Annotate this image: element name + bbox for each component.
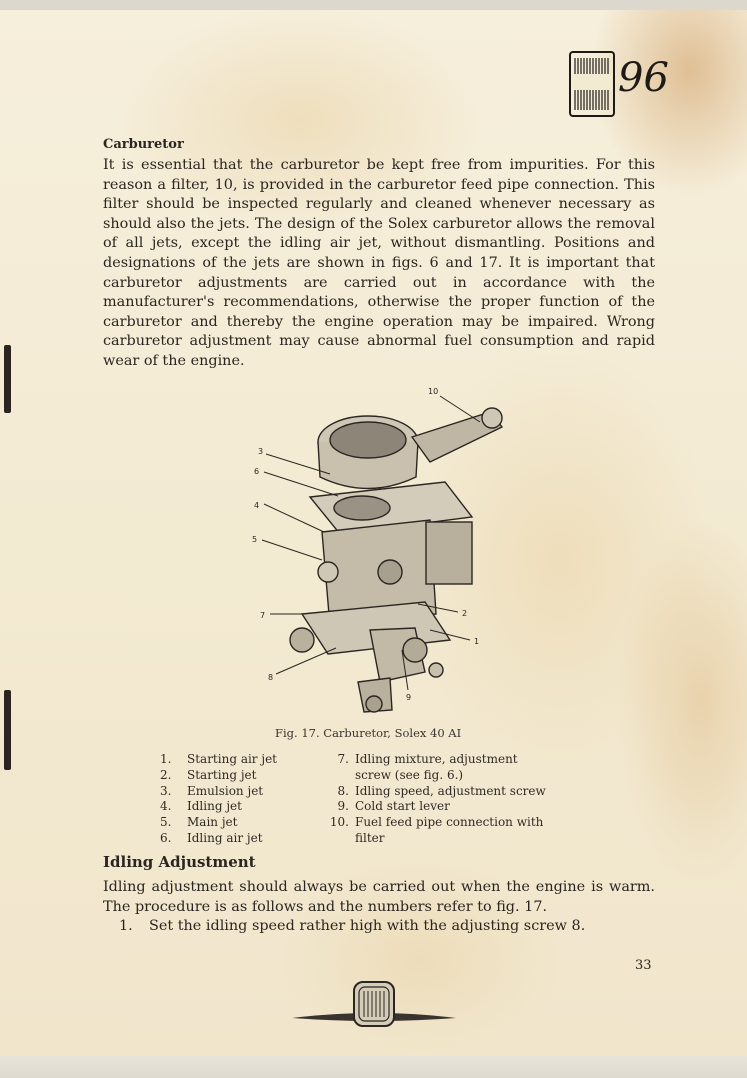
callout-label: 7	[260, 611, 266, 620]
saab-emblem-icon	[288, 978, 460, 1030]
section-paragraph: It is essential that the carburetor be kept free from impurities. For this reason a filter, 10, is provided in the carburetor feed pipe connection. This filter should be inspected regularly and cleaned whenever necessary as should also the jets. The design of the Solex carburetor allows the removal of all jets, except the idling air jet, without dismantling. Positions and designations of the jets are shown in figs. 6 and 17. It is important that carburetor adjustments are carried out in accordance with the manufacturer's recommendations, otherwise the proper function of the carburetor and thereby the engine operation may be impaired. Wrong carburetor adjustment may cause abnormal fuel consumption and rapid wear of the engine.	[103, 157, 655, 369]
callout-label: 9	[406, 693, 412, 702]
binding-mark	[4, 690, 11, 770]
legend-left	[160, 752, 277, 847]
idling-heading: Idling Adjustment	[103, 853, 256, 871]
legend-item: 4. Idling jet	[160, 799, 242, 814]
callout-label: 2	[462, 609, 468, 618]
legend-right	[316, 752, 546, 847]
legend-item: 9. Cold start lever	[337, 799, 450, 814]
page-number: 33	[635, 958, 652, 973]
legend-item: 6. Idling air jet	[160, 830, 263, 845]
callout-label: 4	[254, 501, 260, 510]
callout-label: 6	[254, 467, 260, 476]
figure-caption: Fig. 17. Carburetor, Solex 40 AI	[275, 726, 462, 740]
callout-label: 5	[252, 535, 258, 544]
section-heading: Carburetor	[103, 137, 184, 152]
legend-item: 5. Main jet	[160, 815, 238, 830]
carburetor-illustration	[240, 382, 520, 717]
legend-item: 2. Starting jet	[160, 767, 257, 782]
binding-mark	[4, 345, 11, 413]
procedure-step: 1. Set the idling speed rather high with the adjusting screw 8.	[119, 918, 586, 934]
callout-label: 3	[258, 447, 264, 456]
idling-paragraph: Idling adjustment should always be carried out when the engine is warm. The procedure is as follows and the numbers refer to fig. 17.	[103, 879, 655, 915]
legend-item: 10. Fuel feed pipe connection with	[329, 815, 544, 830]
callout-label: 1	[474, 637, 480, 646]
scan-edge-bottom	[0, 1056, 747, 1078]
legend-item: 7. Idling mixture, adjustment	[337, 752, 518, 766]
legend-item: 1. Starting air jet	[160, 752, 278, 766]
callout-label: 8	[268, 673, 274, 682]
legend-item: 3. Emulsion jet	[160, 783, 264, 798]
legend-item: filter	[355, 830, 385, 845]
callout-label: 10	[428, 387, 439, 396]
legend-item: 8. Idling speed, adjustment screw	[337, 783, 546, 798]
scan-edge-top	[0, 0, 747, 10]
model-number: 96	[618, 55, 669, 101]
legend-item: screw (see fig. 6.)	[355, 767, 464, 782]
